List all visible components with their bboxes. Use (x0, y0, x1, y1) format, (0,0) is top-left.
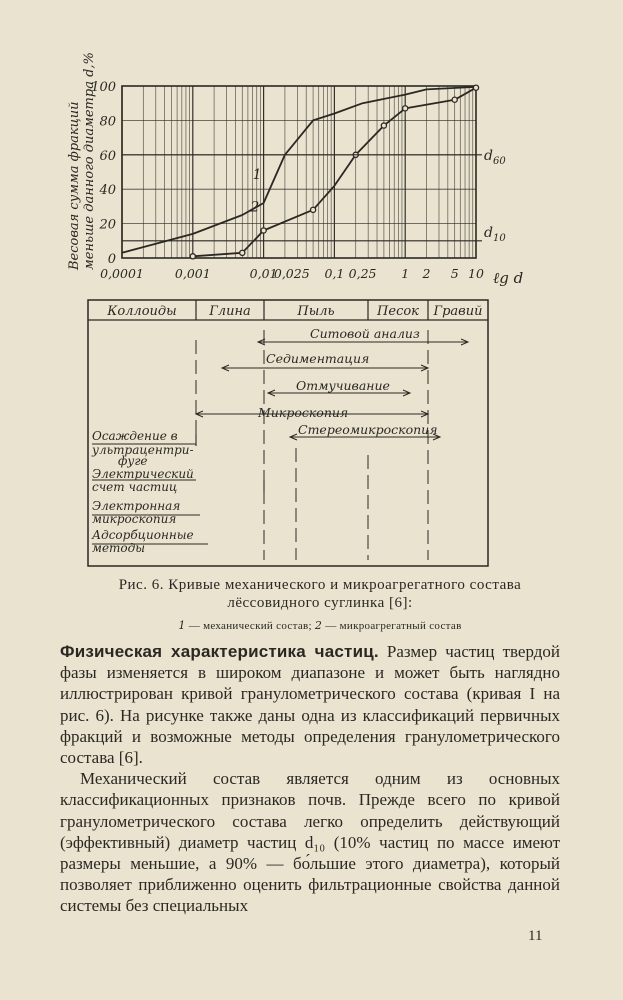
chart-grid (122, 86, 476, 258)
method-label: Микроскопия (258, 405, 349, 420)
table-header-1: Коллоиды (107, 304, 177, 319)
curve-2-marker (403, 106, 408, 111)
paragraph-1 (60, 641, 560, 768)
method-label: Отмучивание (296, 378, 390, 393)
left-method-label: методы (92, 541, 146, 555)
x-tick-label: 10 (468, 266, 484, 281)
y-tick-label: 20 (99, 217, 116, 233)
curve-label-1: 1 (252, 166, 262, 183)
x-tick-label: 1 (401, 266, 410, 281)
x-tick-label: 5 (450, 266, 459, 281)
table-header-5: Гравий (433, 304, 483, 319)
x-tick-label: 0,0001 (100, 266, 144, 281)
left-method-label: ультрацентри- (92, 443, 194, 457)
x-axis-label: ℓg d (493, 269, 524, 287)
x-axis-tick-labels (100, 266, 484, 281)
curve-2-marker (261, 228, 266, 233)
x-tick-label: 0,1 (324, 266, 345, 281)
y-tick-label: 100 (91, 80, 116, 95)
ref-line-label (484, 148, 506, 167)
curves (122, 87, 476, 256)
ref-line-label-sub: 10 (492, 232, 506, 244)
curve-2-marker (310, 207, 315, 212)
paragraph-1-text: Размер частиц твердой фазы изменяется в широком диапазоне и может быть наглядно иллюстрирован кривой гранулометрического состава (кривая I на рис. 6). На рисунке также даны одна из классификаций первичных фракций и возможные методы определения гранулометрического состава [6]. (60, 642, 560, 768)
figure-caption (40, 576, 600, 612)
x-tick-label: 0,025 (273, 266, 310, 281)
ref-line-label-d: d (484, 224, 493, 241)
ref-line-label-d: d (484, 147, 493, 164)
body-text (60, 641, 560, 917)
y-tick-label: 0 (107, 252, 116, 267)
left-method-label: фуге (118, 454, 148, 468)
y-tick-label: 40 (99, 183, 116, 199)
table-header-2: Глина (209, 304, 251, 319)
ref-line-label (484, 225, 506, 244)
left-method-label: микроскопия (92, 512, 177, 526)
curve-2-marker (190, 254, 195, 259)
curve-1 (122, 87, 476, 253)
ref-line-label-sub: 60 (492, 155, 506, 167)
y-tick-label: 80 (99, 114, 116, 130)
paragraph-2: Механический состав является одним из основных классификационных признаков почв. Прежде всего по кривой гранулометрического состава легко определить действующий (эффективный) диаметр частиц d₁₀ (10% частиц по массе имеют размеры меньшие, а 90% — бо́льшие этого диаметра), который позволяет приближенно оценить фильтрационные свойства данной системы без специальных (60, 769, 560, 916)
curve-2-marker (452, 97, 457, 102)
classification-table (88, 300, 488, 566)
x-tick-label: 0,001 (174, 266, 211, 281)
x-tick-label: 0,01 (249, 266, 278, 281)
method-label: Седиментация (266, 351, 370, 366)
left-method-label: Электронная (92, 499, 181, 513)
legend-2-text: — микроагрегатный состав (322, 620, 462, 632)
method-label: Ситовой анализ (310, 326, 420, 341)
curve-2-marker (381, 123, 386, 128)
legend-1-number: 1 (178, 619, 186, 632)
y-axis-label-line2: меньше данного диаметра d,% (82, 52, 97, 270)
y-axis-label-line1: Весовая сумма фракций (67, 101, 82, 270)
table-header-3: Пыль (297, 304, 335, 319)
caption-line-2: лёссовидного суглинка [6]: (227, 595, 413, 611)
x-tick-label: 2 (422, 266, 431, 281)
left-method-label: Осаждение в (92, 429, 178, 443)
reference-lines (122, 148, 506, 244)
legend-2-number: 2 (314, 619, 323, 632)
curve-label-2: 2 (250, 199, 260, 216)
plot-frame (122, 86, 476, 258)
caption-line-1: Рис. 6. Кривые механического и микроагрегатного состава (118, 577, 522, 593)
page-number: 11 (528, 928, 543, 944)
y-tick-label: 60 (99, 148, 116, 164)
left-method-label: Адсорбционные (92, 528, 194, 542)
left-method-label: счет частиц (92, 480, 178, 494)
figure-legend (40, 619, 600, 632)
curve-2-marker (473, 85, 478, 90)
section-heading: Физическая характеристика частиц. (60, 642, 379, 661)
table-header-4: Песок (377, 304, 419, 319)
curve-2-marker (240, 250, 245, 255)
legend-1-text: — механический состав; (185, 620, 315, 632)
left-method-label: Электрический (92, 467, 194, 481)
method-label: Стереомикроскопия (298, 422, 438, 437)
x-tick-label: 0,25 (348, 266, 377, 281)
